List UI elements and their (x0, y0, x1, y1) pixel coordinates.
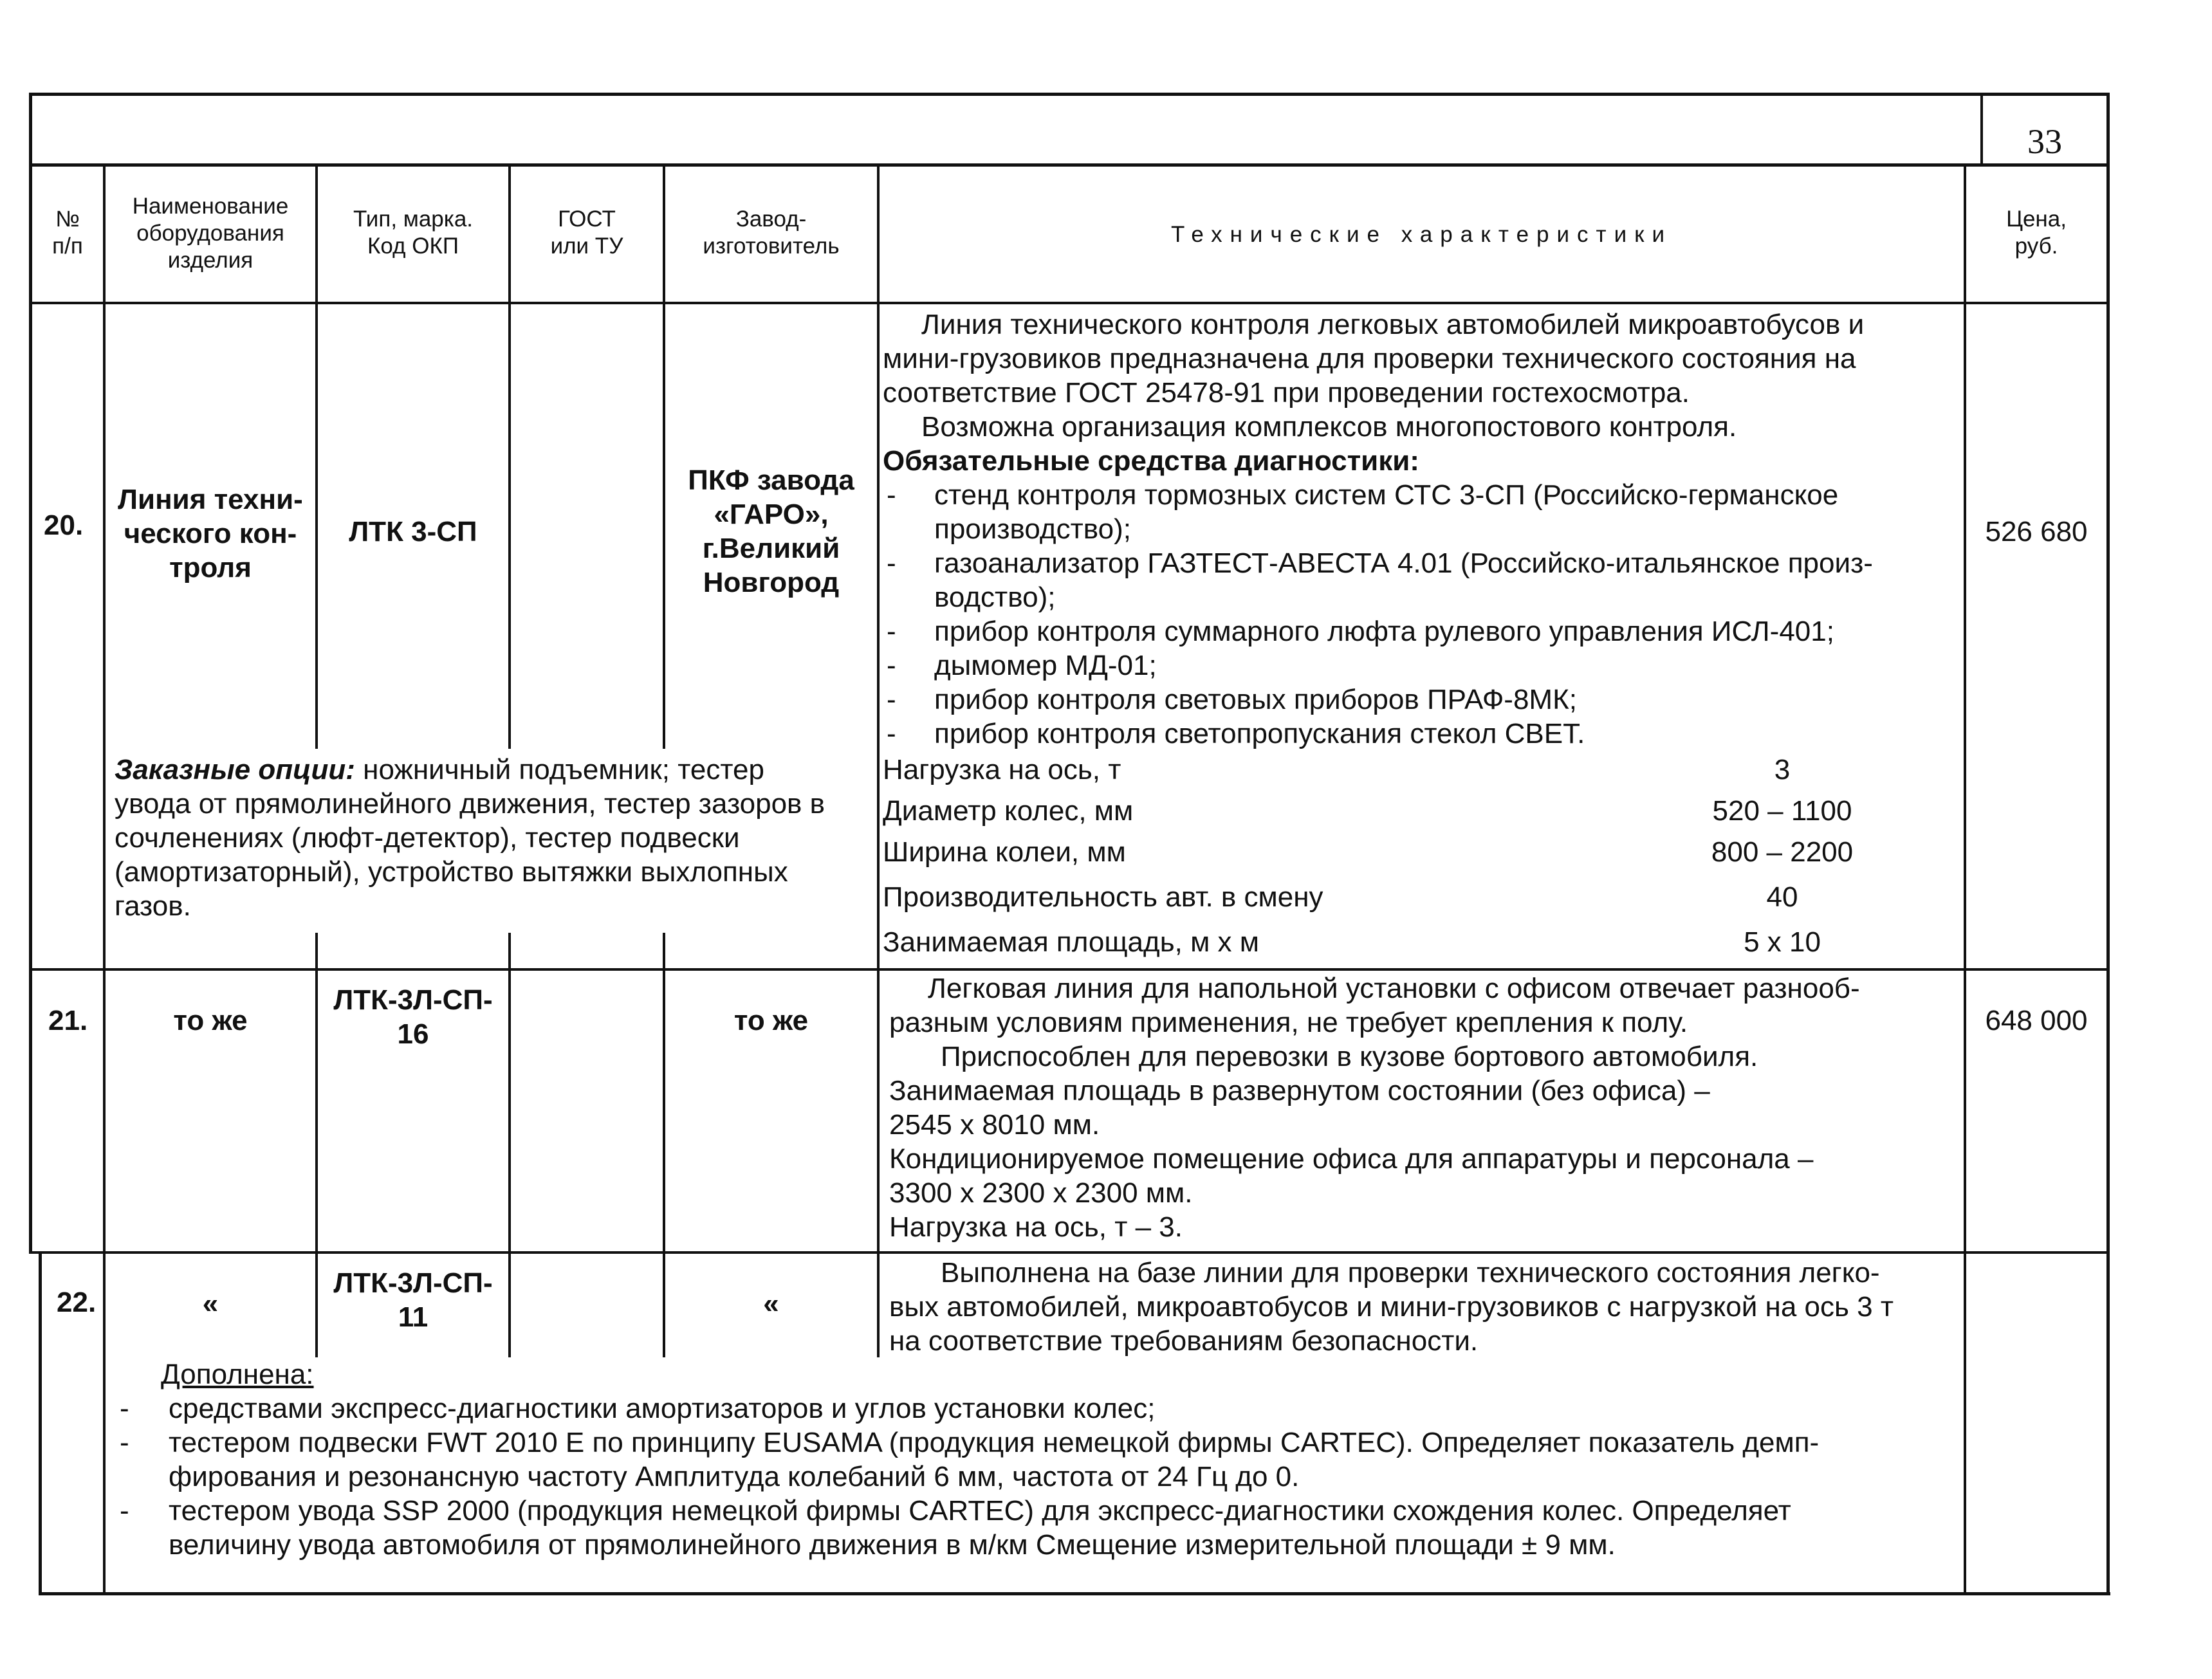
tech-line: Легковая линия для напольной установки с офисом отвечает разнооб- (928, 973, 1860, 1004)
param-label: Производительность авт. в смену (883, 881, 1323, 913)
tech-line: разным условиям применения, не требует крепления к полу. (889, 1007, 1688, 1038)
equipment-name: то же (173, 1005, 248, 1036)
supplement-item: величину увода автомобиля от прямолинейного движения в м/км Смещение измерительной площади ± 9 мм. (169, 1529, 1616, 1561)
supplement-item: тестером подвески FWT 2010 E по принципу EUSAMA (продукция немецкой фирмы CARTEC). Определяет показатель демп- (169, 1427, 1820, 1458)
row-number: 20. (44, 509, 84, 541)
tech-line: Кондиционируемое помещение офиса для аппаратуры и персонала – (889, 1143, 1814, 1175)
param-label: Занимаемая площадь, м х м (883, 926, 1260, 958)
equipment-type: ЛТК-3Л-СП- 16 (333, 984, 493, 1050)
tech-line: 2545 х 8010 мм. (889, 1109, 1100, 1141)
price: 526 680 (1985, 516, 2088, 547)
tech-line: Нагрузка на ось, т – 3. (889, 1211, 1183, 1243)
tech-line: соответствие ГОСТ 25478-91 при проведении гостехосмотра. (883, 377, 1690, 408)
supplement-item: фирования и резонансную частоту Амплитуда колебаний 6 мм, частота от 24 Гц до 0. (169, 1461, 1300, 1492)
manufacturer: « (763, 1288, 779, 1319)
param-label: Ширина колеи, мм (883, 836, 1126, 868)
tech-line: 3300 х 2300 х 2300 мм. (889, 1177, 1193, 1209)
tech-line: Занимаемая площадь в развернутом состоянии (без офиса) – (889, 1075, 1710, 1106)
row-number: 22. (57, 1287, 97, 1318)
manufacturer: ПКФ завода «ГАРО», г.Великий Новгород (688, 464, 854, 598)
header-gost: ГОСТ или ТУ (550, 206, 623, 259)
header-tech: Технические характеристики (1170, 222, 1672, 247)
tech-line: мини-грузовиков предназначена для проверки технического состояния на (883, 343, 1856, 374)
manufacturer: то же (733, 1005, 809, 1036)
header-type: Тип, марка. Код ОКП (353, 206, 474, 259)
required-heading: Обязательные средства диагностики: (883, 445, 1419, 477)
tech-line: на соответствие требованиям безопасности. (889, 1325, 1479, 1357)
tech-line: Линия технического контроля легковых автомобилей микроавтобусов и (921, 309, 1865, 340)
header-price: Цена, руб. (2006, 206, 2067, 259)
required-item: стенд контроля тормозных систем СТС 3-СП (Российско-германское (934, 479, 1839, 511)
supplement-item: тестером увода SSP 2000 (продукция немецкой фирмы CARTEC) для экспресс-диагностики схождения колес. Определяет (169, 1495, 1791, 1527)
required-item: прибор контроля световых приборов ПРАФ-8МК; (934, 684, 1577, 715)
ordered-options: Заказные опции: ножничный подъемник; тестер увода от прямолинейного движения, тестер зазоров в сочленениях (люфт-детектор), тестер подвески (амортизаторный), устройство вытяжки выхлопных газов. (115, 754, 825, 922)
required-item: водство); (934, 582, 1056, 613)
header-num: № п/п (52, 206, 83, 259)
page-number: 33 (2027, 122, 2062, 161)
param-value: 5 х 10 (1744, 926, 1821, 958)
equipment-type: ЛТК-3Л-СП- 11 (333, 1267, 493, 1333)
header-name: Наименование оборудования изделия (132, 194, 289, 273)
tech-line: вых автомобилей, микроавтобусов и мини-грузовиков с нагрузкой на ось 3 т (889, 1291, 1894, 1323)
tech-line: Приспособлен для перевозки в кузове бортового автомобиля. (941, 1041, 1758, 1072)
document-page: 33 № п/п Наименование оборудования изделия Тип, марка. Код ОКП ГОСТ или ТУ Завод- изготовитель Технические характеристики Цена, руб. 20. Линия техни- ческого кон- троля ЛТК 3-СП ПКФ завода «ГАРО», г.Великий Новгород 526 680 Линия технического контроля легковых автомобилей микроавтобусов и мини-грузовиков предназначена для проверки технического состояния на соответствие ГОСТ 25478-91 при проведении гостехосмотра. Возможна организация комплексов многопостового контроля. Обязательные средства диагностики: - стенд контроля тормозных систем СТС 3-СП (Российско-германское производство); - газоанализатор ГАЗТЕСТ-АВЕСТА 4.01 (Российско-итальянское произ- водство); - прибор контроля суммарного люфта рулевого управления ИСЛ-401; - дымомер МД-01; - прибор контроля световых приборов ПРАФ-8МК; - прибор контроля светопропускания стекол СВЕТ. Нагрузка на ось, т 3 Диаметр колес, мм 520 – 1100 Ширина колеи, мм 800 – 2200 Производительность авт. в смену 40 Занимаемая площадь, м х м 5 х 10 Заказные опции: ножничный подъемник; тестер увода от прямолинейного движения, тестер зазоров в сочленениях (люфт-детектор), тестер подвески (амортизаторный), устройство вытяжки выхлопных газов. 21. то же ЛТК-3Л-СП- 16 то же 648 000 Легковая линия для напольной установки с офисом отвечает разнооб- разным условиям применения, не требует крепления к полу. Приспособлен для перевозки в кузове бортового автомобиля. Занимаемая площадь в развернутом состоянии (без офиса) – 2545 х 8010 мм. Кондиционируемое помещение офиса для аппаратуры и персонала – 3300 х 2300 х 2300 мм. Нагрузка на ось, т – 3. 22. « ЛТК-3Л-СП- 11 « Выполнена на базе линии для проверки технического состояния легко- вых автомобилей, микроавтобусов и мини-грузовиков с нагрузкой на ось 3 т на соответствие требованиям безопасности. Дополнена: - средствами экспресс-диагностики амортизаторов и углов установки колес; - тестером подвески FWT 2010 E по принципу EUSAMA (продукция немецкой фирмы CARTEC). Определяет показатель демп- фирования и резонансную частоту Амплитуда колебаний 6 мм, частота от 24 Гц до 0. - тестером увода SSP 2000 (продукция немецкой фирмы CARTEC) для экспресс-диагностики схождения колес. Определяет величину увода автомобиля от прямолинейного движения в м/км Смещение измерительной площади ± 9 мм. (0, 0, 2212, 1679)
supplement-item: средствами экспресс-диагностики амортизаторов и углов установки колес; (169, 1393, 1156, 1424)
tech-line: Возможна организация комплексов многопостового контроля. (921, 411, 1737, 443)
required-item: дымомер МД-01; (934, 650, 1157, 681)
param-label: Нагрузка на ось, т (883, 754, 1121, 785)
price: 648 000 (1985, 1005, 2088, 1036)
row-number: 21. (48, 1005, 88, 1036)
header-maker: Завод- изготовитель (703, 206, 840, 259)
tech-line: Выполнена на базе линии для проверки технического состояния легко- (941, 1257, 1880, 1289)
required-item: газоанализатор ГАЗТЕСТ-АВЕСТА 4.01 (Российско-итальянское произ- (934, 547, 1873, 579)
param-value: 520 – 1100 (1712, 795, 1852, 827)
required-item: прибор контроля суммарного люфта рулевого управления ИСЛ-401; (934, 616, 1834, 647)
required-item: производство); (934, 513, 1131, 545)
required-item: прибор контроля светопропускания стекол СВЕТ. (934, 718, 1585, 749)
param-value: 3 (1774, 754, 1791, 785)
param-label: Диаметр колес, мм (883, 795, 1134, 827)
equipment-name: Линия техни- ческого кон- троля (118, 484, 303, 583)
supplement-heading: Дополнена: (161, 1359, 314, 1390)
equipment-type: ЛТК 3-СП (349, 516, 477, 547)
equipment-name: « (202, 1288, 219, 1319)
param-value: 800 – 2200 (1711, 836, 1854, 868)
param-value: 40 (1766, 881, 1798, 913)
